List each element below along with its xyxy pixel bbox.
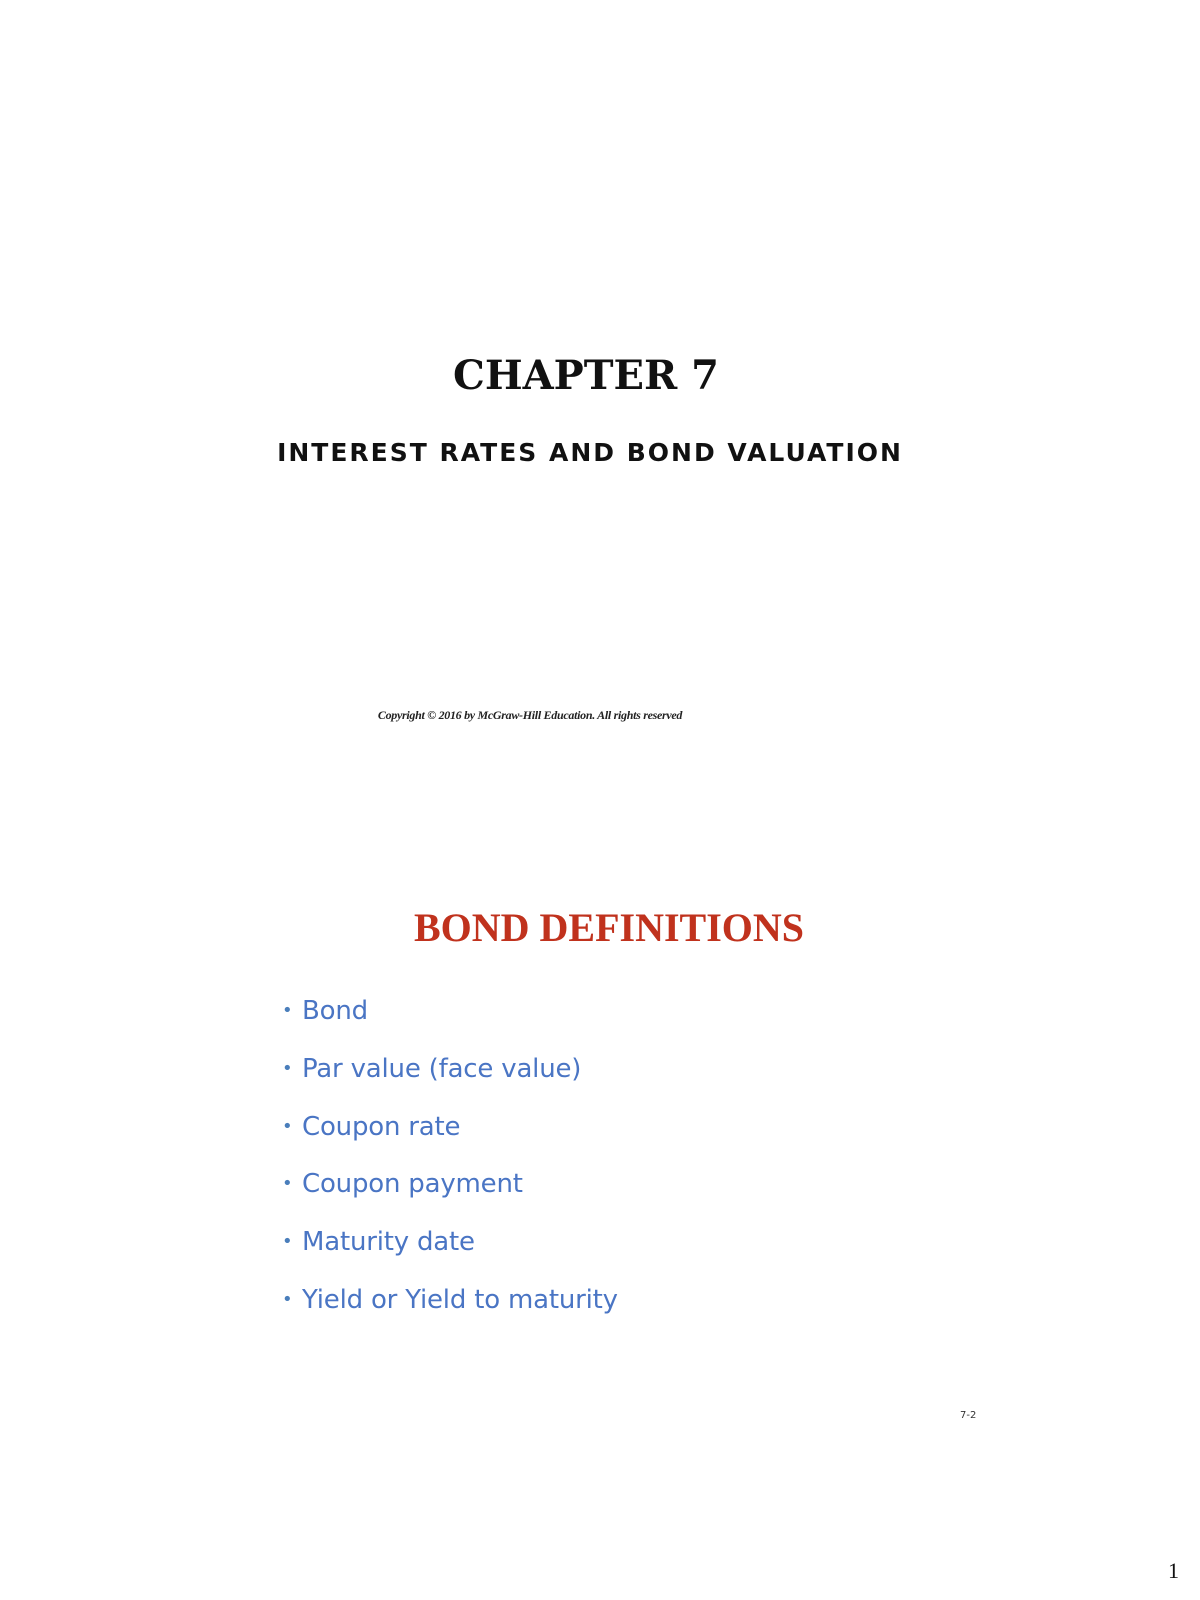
- list-item-text: Yield or Yield to maturity: [302, 1284, 618, 1315]
- list-item: [282, 1110, 618, 1168]
- list-item-text: Maturity date: [302, 1227, 475, 1258]
- chapter-title: CHAPTER 7: [453, 352, 719, 399]
- list-item-text: Coupon rate: [302, 1111, 461, 1142]
- definitions-list: [282, 994, 618, 1341]
- list-item-text: Coupon payment: [302, 1169, 523, 1200]
- list-item: [282, 1052, 618, 1110]
- bond-definitions-title: BOND DEFINITIONS: [413, 905, 805, 950]
- slide-number: 7-2: [960, 1410, 977, 1421]
- bullet-marker: •: [282, 1173, 293, 1195]
- list-item-text: Bond: [302, 996, 368, 1026]
- chapter-subtitle: INTEREST RATES AND BOND VALUATION: [277, 438, 903, 467]
- bullet-marker: •: [282, 1057, 293, 1079]
- bullet-marker: •: [282, 1288, 293, 1310]
- bullet-marker: •: [282, 1115, 293, 1137]
- list-item: [282, 994, 618, 1052]
- bullet-marker: •: [282, 1000, 293, 1021]
- bullet-marker: •: [282, 1231, 293, 1253]
- list-item: [282, 1225, 618, 1283]
- copyright-notice: Copyright © 2016 by McGraw-Hill Education. All rights reserved: [377, 708, 683, 722]
- page-number: 1: [1168, 1558, 1179, 1583]
- list-item-text: Par value (face value): [302, 1053, 582, 1084]
- list-item: [282, 1167, 618, 1225]
- list-item: [282, 1283, 618, 1341]
